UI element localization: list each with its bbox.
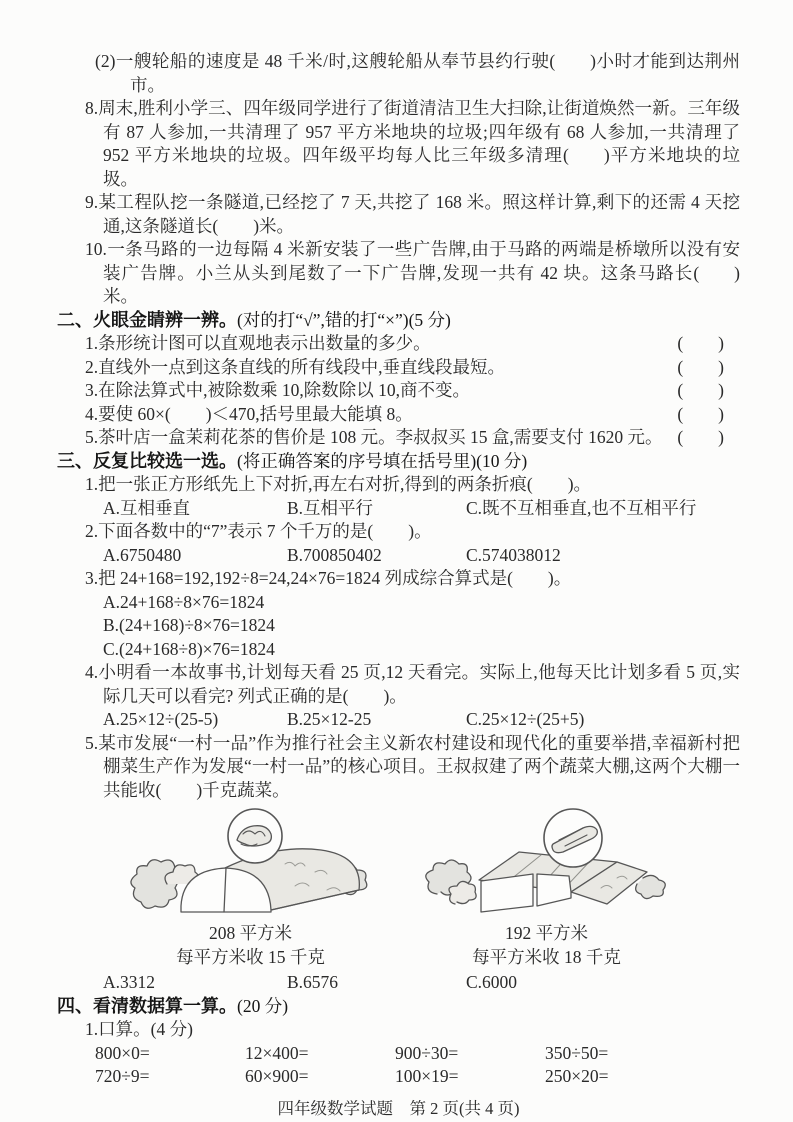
- figure-yield-label: 每平方米收 18 千克: [472, 946, 621, 967]
- figure-caption: [421, 922, 673, 969]
- oral-calc-label: 1.口算。(4 分): [85, 1019, 193, 1039]
- figure-area-label: 208 平方米: [208, 923, 293, 943]
- judge-item-5: [85, 426, 740, 450]
- figure-caption: [125, 922, 377, 969]
- judge-answer-blank: ( ): [677, 380, 724, 400]
- section-2-subtitle: (对的打“√”,错的打“×”)(5 分): [237, 309, 451, 330]
- choice-q4-options: [103, 708, 740, 732]
- judge-item-3: [85, 379, 740, 403]
- greenhouse-figure-left: [125, 806, 377, 969]
- problem-7-sub2: (2)一艘轮船的速度是 48 千米/时,这艘轮船从奉节县约行驶( )小时才能到达荆州市。: [95, 51, 740, 95]
- calc-item: 250×20=: [545, 1066, 609, 1086]
- option-b: B.700850402: [287, 544, 382, 565]
- judge-item-4: [85, 403, 740, 427]
- option-c: C.既不互相垂直,也不互相平行: [466, 497, 697, 518]
- judge-answer-blank: ( ): [677, 403, 724, 424]
- greenhouse-figures: [57, 806, 740, 969]
- judge-item-text: 2.直线外一点到这条直线的所有线段中,垂直线段最短。: [85, 356, 505, 377]
- option-c: C.(24+168÷8)×76=1824: [103, 638, 275, 659]
- judge-item-text: 5.茶叶店一盒茉莉花茶的售价是 108 元。李叔叔买 15 盒,需要支付 1620 元。: [85, 427, 663, 447]
- judge-item-1: [85, 332, 740, 356]
- choice-q2-options: [103, 544, 740, 568]
- greenhouse-arch-illustration: [125, 806, 377, 922]
- judge-answer-blank: ( ): [677, 427, 724, 447]
- option-c: C.574038012: [466, 544, 561, 565]
- greenhouse-front-wall: [537, 874, 571, 906]
- problem-8: 8.周末,胜利小学三、四年级同学进行了街道清洁卫生大扫除,让街道焕然一新。三年级有 87 人参加,一共清理了 957 平方米地块的垃圾;四年级有 68 人参加,一共清理了 952 平方米地块的垃圾。四年级平均每人比三年级多清理( )平方米地块的垃圾。: [85, 98, 740, 189]
- judge-item-2: [85, 356, 740, 380]
- option-c: C.6000: [466, 972, 518, 992]
- section-3-heading: [57, 450, 740, 474]
- problem-10: 10.一条马路的一边每隔 4 米新安装了一些广告牌,由于马路的两端是桥墩所以没有安装广告牌。小兰从头到尾数了一下广告牌,发现一共有 42 块。这条马路长( )米。: [85, 239, 740, 306]
- section-3-title: 三、反复比较选一选。: [57, 450, 237, 471]
- choice-q1-options: [103, 497, 740, 521]
- choice-q3-options: [57, 591, 740, 662]
- option-a: A.6750480: [103, 544, 182, 565]
- choice-q3-text: 3.把 24+168=192,192÷8=24,24×76=1824 列成综合算式是( )。: [85, 568, 572, 588]
- calc-row-2: [95, 1065, 740, 1089]
- section-4-heading: [57, 995, 740, 1019]
- bush-icon: [635, 875, 665, 898]
- option-b: B.6576: [287, 972, 339, 992]
- judge-item-text: 3.在除法算式中,被除数乘 10,除数除以 10,商不变。: [85, 380, 470, 400]
- calc-row-1: [95, 1042, 740, 1066]
- section-3-subtitle: (将正确答案的序号填在括号里)(10 分): [237, 450, 528, 471]
- option-a: A.24+168÷8×76=1824: [103, 591, 265, 612]
- calc-item: 350÷50=: [545, 1042, 609, 1063]
- option-a: A.互相垂直: [103, 497, 191, 518]
- calc-item: 12×400=: [245, 1042, 309, 1063]
- choice-q5-text: 5.某市发展“一村一品”作为推行社会主义新农村建设和现代化的重要举措,幸福新村把棚菜生产作为发展“一村一品”的核心项目。王叔叔建了两个蔬菜大棚,这两个大棚一共能收( )千克蔬菜。: [85, 732, 740, 800]
- section-4-title: 四、看清数据算一算。: [57, 995, 237, 1016]
- greenhouse-front-wall: [481, 874, 533, 912]
- option-b: B.25×12-25: [287, 709, 372, 729]
- option-c: C.25×12÷(25+5): [466, 709, 585, 729]
- choice-q4-text: 4.小明看一本故事书,计划每天看 25 页,12 天看完。实际上,他每天比计划多看 5 页,实际几天可以看完? 列式正确的是( )。: [85, 662, 740, 706]
- page-footer: 四年级数学试题 第 2 页(共 4 页): [277, 1098, 520, 1118]
- option-b: B.互相平行: [287, 497, 374, 518]
- judge-answer-blank: ( ): [677, 356, 724, 377]
- calc-item: 900÷30=: [395, 1042, 459, 1063]
- problem-9: 9.某工程队挖一条隧道,已经挖了 7 天,共挖了 168 米。照这样计算,剩下的还需 4 天挖通,这条隧道长( )米。: [85, 192, 740, 236]
- figure-yield-label: 每平方米收 15 千克: [176, 946, 325, 967]
- calc-item: 720÷9=: [95, 1066, 150, 1086]
- section-2-heading: [57, 309, 740, 333]
- greenhouse-gable-illustration: [421, 806, 673, 922]
- judge-item-text: 4.要使 60×( )＜470,括号里最大能填 8。: [85, 403, 413, 424]
- section-2-title: 二、火眼金睛辨一辨。: [57, 309, 237, 330]
- calc-item: 100×19=: [395, 1066, 459, 1086]
- figure-area-label: 192 平方米: [504, 923, 589, 943]
- choice-q2-text: 2.下面各数中的“7”表示 7 个千万的是( )。: [85, 521, 432, 541]
- judge-item-text: 1.条形统计图可以直观地表示出数量的多少。: [85, 333, 431, 353]
- choice-q1-text: 1.把一张正方形纸先上下对折,再左右对折,得到的两条折痕( )。: [85, 474, 592, 494]
- judge-answer-blank: ( ): [677, 333, 724, 353]
- greenhouse-figure-right: [421, 806, 673, 969]
- option-a: A.25×12÷(25-5): [103, 709, 219, 729]
- choice-q5-options: [103, 971, 740, 995]
- option-b: B.(24+168)÷8×76=1824: [103, 615, 275, 635]
- section-4-subtitle: (20 分): [237, 995, 289, 1016]
- calc-item: 60×900=: [245, 1066, 309, 1086]
- option-a: A.3312: [103, 972, 156, 992]
- calc-item: 800×0=: [95, 1042, 150, 1063]
